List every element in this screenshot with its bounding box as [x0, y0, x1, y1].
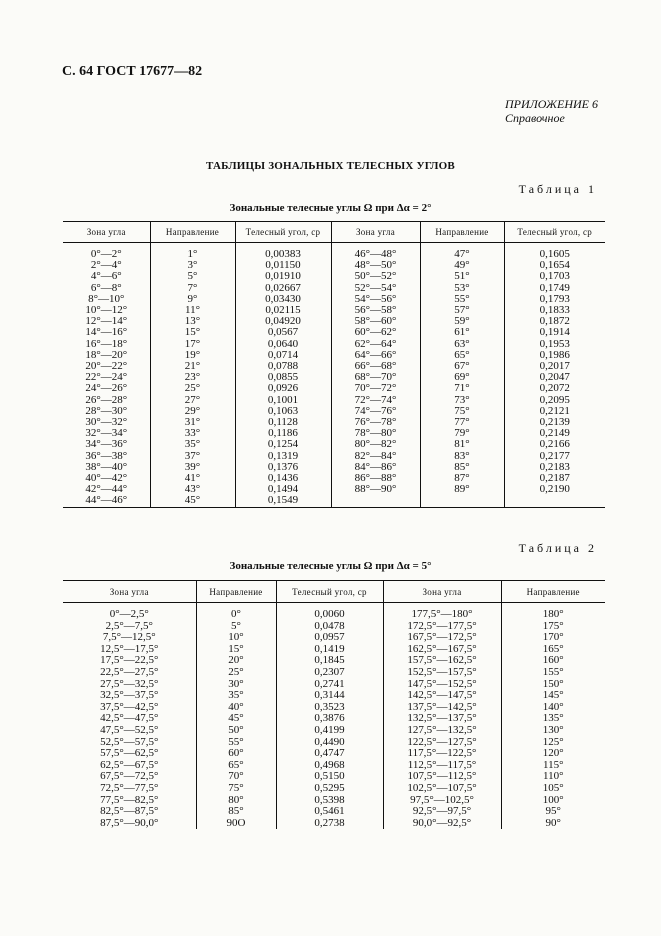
- table-cell: 73°: [420, 395, 504, 406]
- table-cell: 0,0926: [235, 383, 331, 394]
- table-cell: 0,1914: [504, 327, 605, 338]
- table-cell: 55°: [196, 737, 276, 749]
- table-cell: 17°: [150, 339, 235, 350]
- table-cell: 72°—74°: [331, 395, 420, 406]
- table-cell: 0,0788: [235, 361, 331, 372]
- table-cell: 41°: [150, 473, 235, 484]
- table-cell: 55°: [420, 294, 504, 305]
- table-cell: 0°: [196, 609, 276, 621]
- table-cell: 0,1793: [504, 294, 605, 305]
- table1-header-cell: Направление: [150, 222, 235, 243]
- table-cell: 0,0060: [276, 609, 383, 621]
- table-cell: 57,5°—62,5°: [100, 747, 159, 760]
- table-row: [63, 249, 605, 260]
- table-cell: 81°: [420, 439, 504, 450]
- table-cell: 19°: [150, 350, 235, 361]
- table-cell: 33°: [150, 428, 235, 439]
- table-cell: 36°—38°: [85, 449, 128, 462]
- table-cell: 0,3876: [276, 713, 383, 725]
- table-cell: 53°: [420, 283, 504, 294]
- table-row: [63, 439, 605, 450]
- table-cell: 40°—42°: [85, 472, 128, 485]
- table-row: [63, 417, 605, 428]
- table-row: [63, 383, 605, 394]
- table-row: [63, 690, 605, 702]
- table-cell: 0,2307: [276, 667, 383, 679]
- table-cell: 50°—52°: [331, 271, 420, 282]
- table-cell: 0,2149: [504, 428, 605, 439]
- appendix-subtitle: Справочное: [505, 111, 565, 125]
- table-row: [63, 725, 605, 737]
- table-cell: 65°: [420, 350, 504, 361]
- table-cell: 61°: [420, 327, 504, 338]
- table-cell: 142,5°—147,5°: [383, 690, 501, 702]
- table-row: [63, 667, 605, 679]
- appendix-title: ПРИЛОЖЕНИЕ 6: [505, 97, 598, 111]
- table-cell: 59°: [420, 316, 504, 327]
- table-cell: 130°: [501, 725, 605, 737]
- table-cell: 152,5°—157,5°: [383, 667, 501, 679]
- table-cell: 0,0714: [235, 350, 331, 361]
- table-cell: 16°—18°: [85, 337, 128, 350]
- table-cell: 31°: [150, 417, 235, 428]
- table-cell: 8°—10°: [88, 292, 125, 305]
- table-cell: 0,2072: [504, 383, 605, 394]
- table-cell: 7°: [150, 283, 235, 294]
- table-cell: 147,5°—152,5°: [383, 679, 501, 691]
- table-cell: 78°—80°: [331, 428, 420, 439]
- table-cell: 22°—24°: [85, 371, 128, 384]
- table1-caption: Зональные телесные углы Ω при Δα = 2°: [229, 202, 432, 214]
- table-cell: 0,0478: [276, 621, 383, 633]
- table-cell: 87,5°—90,0°: [100, 816, 159, 829]
- table-cell: 82,5°—87,5°: [100, 805, 159, 818]
- table-cell: 10°: [196, 632, 276, 644]
- table1-header-row: [63, 222, 605, 243]
- table-cell: 70°: [196, 771, 276, 783]
- table-cell: 90О: [196, 818, 276, 830]
- table-cell: 20°: [196, 655, 276, 667]
- table-cell: 95°: [501, 806, 605, 818]
- table-cell: 0,03430: [235, 294, 331, 305]
- table-cell: 137,5°—142,5°: [383, 702, 501, 714]
- table-cell: 107,5°—112,5°: [383, 771, 501, 783]
- table-cell: 69°: [420, 372, 504, 383]
- table-cell: 0,1128: [235, 417, 331, 428]
- table2-header-row: [63, 581, 605, 603]
- table-cell: 62°—64°: [331, 339, 420, 350]
- table-cell: 88°—90°: [331, 484, 420, 495]
- table-cell: 125°: [501, 737, 605, 749]
- table-cell: 180°: [501, 609, 605, 621]
- table-row: [63, 372, 605, 383]
- table-cell: 0,2047: [504, 372, 605, 383]
- table-cell: 42,5°—47,5°: [100, 712, 159, 725]
- table-cell: 83°: [420, 451, 504, 462]
- table-cell: 52,5°—57,5°: [100, 735, 159, 748]
- table-cell: 24°—26°: [85, 382, 128, 395]
- table-cell: 34°—36°: [85, 438, 128, 451]
- table-cell: 9°: [150, 294, 235, 305]
- table-cell: 0,2738: [276, 818, 383, 830]
- table-cell: 50°: [196, 725, 276, 737]
- table-cell: 25°: [196, 667, 276, 679]
- table-cell: 0,4968: [276, 760, 383, 772]
- appendix-block: [505, 97, 598, 125]
- table-cell: 11°: [150, 305, 235, 316]
- table-cell: 0,2095: [504, 395, 605, 406]
- table-cell: 28°—30°: [85, 404, 128, 417]
- table-cell: 0,1845: [276, 655, 383, 667]
- table-cell: 177,5°—180°: [383, 609, 501, 621]
- table-cell: 110°: [501, 771, 605, 783]
- table2: [63, 580, 605, 829]
- table-cell: 0,02115: [235, 305, 331, 316]
- table-row: [63, 395, 605, 406]
- table-cell: 0,1749: [504, 283, 605, 294]
- table-row: [63, 350, 605, 361]
- table-cell: 0,1654: [504, 260, 605, 271]
- table-cell: 90°: [501, 818, 605, 830]
- table-cell: 84°—86°: [331, 462, 420, 473]
- table-cell: 68°—70°: [331, 372, 420, 383]
- table-cell: 22,5°—27,5°: [100, 665, 159, 678]
- table2-header-cell: Зона угла: [383, 581, 501, 603]
- table-cell: 15°: [196, 644, 276, 656]
- table-cell: 38°—40°: [85, 460, 128, 473]
- table-cell: 67,5°—72,5°: [100, 770, 159, 783]
- table-cell: 0,1186: [235, 428, 331, 439]
- table-row: [63, 361, 605, 372]
- table-cell: 60°—62°: [331, 327, 420, 338]
- table-cell: 105°: [501, 783, 605, 795]
- table-row: [63, 806, 605, 818]
- main-title: ТАБЛИЦЫ ЗОНАЛЬНЫХ ТЕЛЕСНЫХ УГЛОВ: [206, 160, 455, 172]
- table-cell: 92,5°—97,5°: [383, 806, 501, 818]
- table-cell: 5°: [196, 621, 276, 633]
- table-cell: 0,3144: [276, 690, 383, 702]
- table-cell: 86°—88°: [331, 473, 420, 484]
- table-cell: 0,1376: [235, 462, 331, 473]
- table-row: [63, 609, 605, 621]
- table-cell: 27°: [150, 395, 235, 406]
- table-cell: 25°: [150, 383, 235, 394]
- table-cell: 0,1833: [504, 305, 605, 316]
- table-cell: 45°: [150, 495, 235, 507]
- table-cell: 0,01150: [235, 260, 331, 271]
- table-cell: 51°: [420, 271, 504, 282]
- table-cell: 52°—54°: [331, 283, 420, 294]
- table-cell: 75°: [196, 783, 276, 795]
- table-cell: 60°: [196, 748, 276, 760]
- table1-header-cell: Телесный угол, ср: [235, 222, 331, 243]
- table-row: [63, 473, 605, 484]
- table-cell: 0,5295: [276, 783, 383, 795]
- table-cell: [420, 495, 504, 507]
- table-cell: 2°—4°: [90, 259, 122, 272]
- table-cell: 135°: [501, 713, 605, 725]
- table-cell: 0,2741: [276, 679, 383, 691]
- table-cell: 150°: [501, 679, 605, 691]
- table-row: [63, 495, 605, 507]
- table-cell: 30°: [196, 679, 276, 691]
- table-cell: 45°: [196, 713, 276, 725]
- table-cell: 40°: [196, 702, 276, 714]
- table-row: [63, 316, 605, 327]
- table-cell: 6°—8°: [90, 281, 122, 294]
- table-cell: 64°—66°: [331, 350, 420, 361]
- table-cell: 117,5°—122,5°: [383, 748, 501, 760]
- table-cell: 90,0°—92,5°: [383, 818, 501, 830]
- table-cell: 71°: [420, 383, 504, 394]
- table-cell: 0,01910: [235, 271, 331, 282]
- table-cell: 37,5°—42,5°: [100, 700, 159, 713]
- table-cell: 162,5°—167,5°: [383, 644, 501, 656]
- table-cell: 0,1063: [235, 406, 331, 417]
- table-cell: 167,5°—172,5°: [383, 632, 501, 644]
- table-row: [63, 484, 605, 495]
- table-cell: 67°: [420, 361, 504, 372]
- table-cell: 57°: [420, 305, 504, 316]
- page-header: С. 64 ГОСТ 17677—82: [62, 64, 203, 79]
- table-cell: [504, 495, 605, 507]
- table-row: [63, 339, 605, 350]
- table-cell: 100°: [501, 795, 605, 807]
- table-cell: 76°—78°: [331, 417, 420, 428]
- table1-header-cell: Телесный угол, ср: [504, 222, 605, 243]
- table2-caption: Зональные телесные углы Ω при Δα = 5°: [229, 560, 432, 572]
- table-cell: 75°: [420, 406, 504, 417]
- table-row: [63, 271, 605, 282]
- table-cell: 0,0855: [235, 372, 331, 383]
- table-cell: 0,2139: [504, 417, 605, 428]
- table-cell: 127,5°—132,5°: [383, 725, 501, 737]
- table-cell: 0,4490: [276, 737, 383, 749]
- table-cell: 120°: [501, 748, 605, 760]
- table-cell: 0,0567: [235, 327, 331, 338]
- table-cell: 79°: [420, 428, 504, 439]
- table-cell: 17,5°—22,5°: [100, 654, 159, 667]
- table-cell: 47,5°—52,5°: [100, 723, 159, 736]
- table-cell: 0,00383: [235, 249, 331, 260]
- table-cell: 0,2183: [504, 462, 605, 473]
- table-cell: 80°—82°: [331, 439, 420, 450]
- table-cell: 54°—56°: [331, 294, 420, 305]
- table-cell: 7,5°—12,5°: [102, 631, 156, 644]
- table-cell: [331, 495, 420, 507]
- table-cell: 165°: [501, 644, 605, 656]
- table-cell: 0,1953: [504, 339, 605, 350]
- table-cell: 12°—14°: [85, 315, 128, 328]
- table-cell: 56°—58°: [331, 305, 420, 316]
- table-cell: 43°: [150, 484, 235, 495]
- table-cell: 170°: [501, 632, 605, 644]
- table-cell: 0,2166: [504, 439, 605, 450]
- table-cell: 77,5°—82,5°: [100, 793, 159, 806]
- table-cell: 10°—12°: [85, 304, 128, 317]
- table-cell: 27,5°—32,5°: [100, 677, 159, 690]
- table2-header-cell: Направление: [196, 581, 276, 603]
- table-row: [63, 783, 605, 795]
- table-cell: 0,1436: [235, 473, 331, 484]
- table-cell: 0,3523: [276, 702, 383, 714]
- table-cell: 72,5°—77,5°: [100, 781, 159, 794]
- table-cell: 0,5150: [276, 771, 383, 783]
- table-row: [63, 260, 605, 271]
- table-cell: 48°—50°: [331, 260, 420, 271]
- table-row: [63, 283, 605, 294]
- table-cell: 63°: [420, 339, 504, 350]
- table-cell: 0,1494: [235, 484, 331, 495]
- table-row: [63, 327, 605, 338]
- table-cell: 0,1549: [235, 495, 331, 507]
- table-cell: 85°: [196, 806, 276, 818]
- table-cell: 58°—60°: [331, 316, 420, 327]
- table-cell: 35°: [150, 439, 235, 450]
- table2-header-cell: Направление: [501, 581, 605, 603]
- table-row: [63, 406, 605, 417]
- table-row: [63, 748, 605, 760]
- table-row: [63, 451, 605, 462]
- table-cell: 49°: [420, 260, 504, 271]
- table-cell: 97,5°—102,5°: [383, 795, 501, 807]
- table-cell: 37°: [150, 451, 235, 462]
- table-cell: 0,1986: [504, 350, 605, 361]
- table-cell: 0,4199: [276, 725, 383, 737]
- table-cell: 175°: [501, 621, 605, 633]
- table-cell: 18°—20°: [85, 348, 128, 361]
- table-cell: 32°—34°: [85, 427, 128, 440]
- table-cell: 0,2017: [504, 361, 605, 372]
- table-cell: 145°: [501, 690, 605, 702]
- table1-header-cell: Направление: [420, 222, 504, 243]
- table-cell: 65°: [196, 760, 276, 772]
- table-cell: 5°: [150, 271, 235, 282]
- table-cell: 74°—76°: [331, 406, 420, 417]
- table-cell: 77°: [420, 417, 504, 428]
- table-cell: 20°—22°: [85, 360, 128, 373]
- table-cell: 122,5°—127,5°: [383, 737, 501, 749]
- table-cell: 0,2177: [504, 451, 605, 462]
- table-cell: 115°: [501, 760, 605, 772]
- table-cell: 44°—46°: [85, 494, 128, 507]
- table-cell: 0,2190: [504, 484, 605, 495]
- table-cell: 3°: [150, 260, 235, 271]
- table-cell: 0,2187: [504, 473, 605, 484]
- table2-header-cell: Зона угла: [63, 581, 196, 603]
- table-cell: 70°—72°: [331, 383, 420, 394]
- table-cell: 14°—16°: [85, 326, 128, 339]
- table-cell: 2,5°—7,5°: [105, 619, 153, 632]
- table-cell: 89°: [420, 484, 504, 495]
- table-cell: 0,1703: [504, 271, 605, 282]
- table-cell: 1°: [150, 249, 235, 260]
- table-cell: 0°—2°: [90, 248, 122, 260]
- table-cell: 0,0957: [276, 632, 383, 644]
- table-row: [63, 818, 605, 830]
- table1-header-cell: Зона угла: [331, 222, 420, 243]
- table-cell: 157,5°—162,5°: [383, 655, 501, 667]
- table-cell: 32,5°—37,5°: [100, 689, 159, 702]
- table-cell: 26°—28°: [85, 393, 128, 406]
- table-cell: 132,5°—137,5°: [383, 713, 501, 725]
- table1: [63, 221, 605, 508]
- table-cell: 0°—2,5°: [109, 608, 149, 620]
- table1-label: Таблица 1: [518, 182, 597, 196]
- table-cell: 0,02667: [235, 283, 331, 294]
- table-cell: 155°: [501, 667, 605, 679]
- table1-header-cell: Зона угла: [63, 222, 150, 243]
- table-cell: 80°: [196, 795, 276, 807]
- table2-label: Таблица 2: [518, 541, 597, 555]
- table-cell: 39°: [150, 462, 235, 473]
- table-cell: 0,1605: [504, 249, 605, 260]
- table-cell: 87°: [420, 473, 504, 484]
- table-row: [63, 294, 605, 305]
- table2-body: [63, 603, 605, 830]
- table-cell: 42°—44°: [85, 483, 128, 496]
- table-cell: 0,1419: [276, 644, 383, 656]
- table-cell: 62,5°—67,5°: [100, 758, 159, 771]
- table-cell: 47°: [420, 249, 504, 260]
- table-cell: 0,04920: [235, 316, 331, 327]
- table-cell: 0,5398: [276, 795, 383, 807]
- table-cell: 66°—68°: [331, 361, 420, 372]
- table-cell: 160°: [501, 655, 605, 667]
- table-cell: 0,4747: [276, 748, 383, 760]
- table-cell: 112,5°—117,5°: [383, 760, 501, 772]
- table-cell: 30°—32°: [85, 416, 128, 429]
- table-row: [63, 462, 605, 473]
- table-cell: 29°: [150, 406, 235, 417]
- table-cell: 0,2121: [504, 406, 605, 417]
- table-cell: 82°—84°: [331, 451, 420, 462]
- table-cell: 0,1254: [235, 439, 331, 450]
- table-cell: 102,5°—107,5°: [383, 783, 501, 795]
- table-cell: 46°—48°: [331, 249, 420, 260]
- table-cell: 172,5°—177,5°: [383, 621, 501, 633]
- table-cell: 0,5461: [276, 806, 383, 818]
- table-row: [63, 305, 605, 316]
- table-cell: 0,1001: [235, 395, 331, 406]
- table-cell: 23°: [150, 372, 235, 383]
- table-cell: 85°: [420, 462, 504, 473]
- table-row: [63, 428, 605, 439]
- table-cell: 0,1872: [504, 316, 605, 327]
- table-cell: 35°: [196, 690, 276, 702]
- table-cell: 4°—6°: [90, 270, 122, 283]
- table-cell: 13°: [150, 316, 235, 327]
- table-cell: 12,5°—17,5°: [100, 642, 159, 655]
- table-cell: 15°: [150, 327, 235, 338]
- table1-body: [63, 243, 605, 508]
- table-cell: 140°: [501, 702, 605, 714]
- table2-header-cell: Телесный угол, ср: [276, 581, 383, 603]
- table-cell: 0,1319: [235, 451, 331, 462]
- table-cell: 21°: [150, 361, 235, 372]
- table-cell: 0,0640: [235, 339, 331, 350]
